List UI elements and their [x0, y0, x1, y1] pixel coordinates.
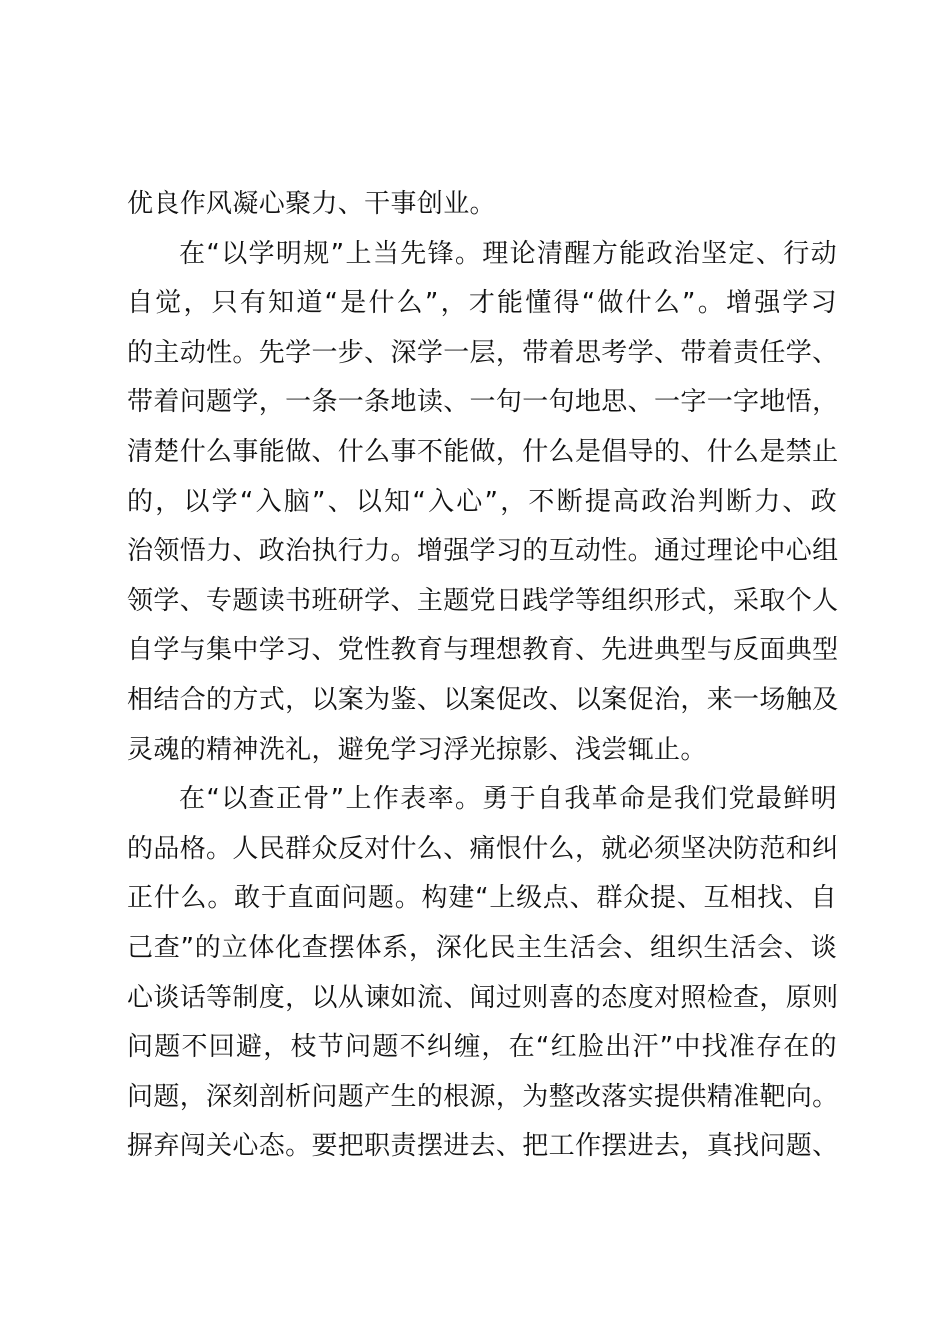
text-line: 的品格。人民群众反对什么、痛恨什么，就必须坚决防范和纠 — [127, 833, 839, 864]
paragraph-heading-line: 在“以学明规”上当先锋。理论清醒方能政治坚定、行动 — [179, 238, 837, 269]
text-line: 的，以学“入脑”、以知“入心”，不断提高政治判断力、政 — [127, 486, 837, 517]
text-line: 自觉，只有知道“是什么”，才能懂得“做什么”。增强学习 — [127, 288, 837, 319]
text-line: 自学与集中学习、党性教育与理想教育、先进典型与反面典型 — [127, 635, 839, 666]
document-body — [127, 180, 837, 1172]
text-line: 领学、专题读书班研学、主题党日践学等组织形式，采取个人 — [127, 585, 839, 616]
text-line: 己查”的立体化查摆体系，深化民主生活会、组织生活会、谈 — [127, 932, 837, 963]
text-line: 灵魂的精神洗礼，避免学习浮光掠影、浅尝辄止。 — [127, 734, 707, 765]
text-line: 的主动性。先学一步、深学一层，带着思考学、带着责任学、 — [127, 337, 839, 368]
text-line: 清楚什么事能做、什么事不能做，什么是倡导的、什么是禁止 — [127, 436, 839, 467]
text-line: 问题，深刻剖析问题产生的根源，为整改落实提供精准靶向。 — [127, 1081, 839, 1112]
text-line: 相结合的方式，以案为鉴、以案促改、以案促治，来一场触及 — [127, 684, 839, 715]
text-line: 治领悟力、政治执行力。增强学习的互动性。通过理论中心组 — [127, 536, 839, 567]
text-line: 正什么。敢于直面问题。构建“上级点、群众提、互相找、自 — [127, 883, 837, 914]
text-line: 优良作风凝心聚力、干事创业。 — [127, 189, 496, 219]
text-line: 心谈话等制度，以从谏如流、闻过则喜的态度对照检查，原则 — [127, 982, 839, 1013]
paragraph-heading-line: 在“以查正骨”上作表率。勇于自我革命是我们党最鲜明 — [179, 784, 837, 815]
text-line: 摒弃闯关心态。要把职责摆进去、把工作摆进去，真找问题、 — [127, 1131, 839, 1162]
text-line: 问题不回避，枝节问题不纠缠，在“红脸出汗”中找准存在的 — [127, 1032, 837, 1063]
text-line: 带着问题学，一条一条地读、一句一句地思、一字一字地悟， — [127, 387, 839, 418]
